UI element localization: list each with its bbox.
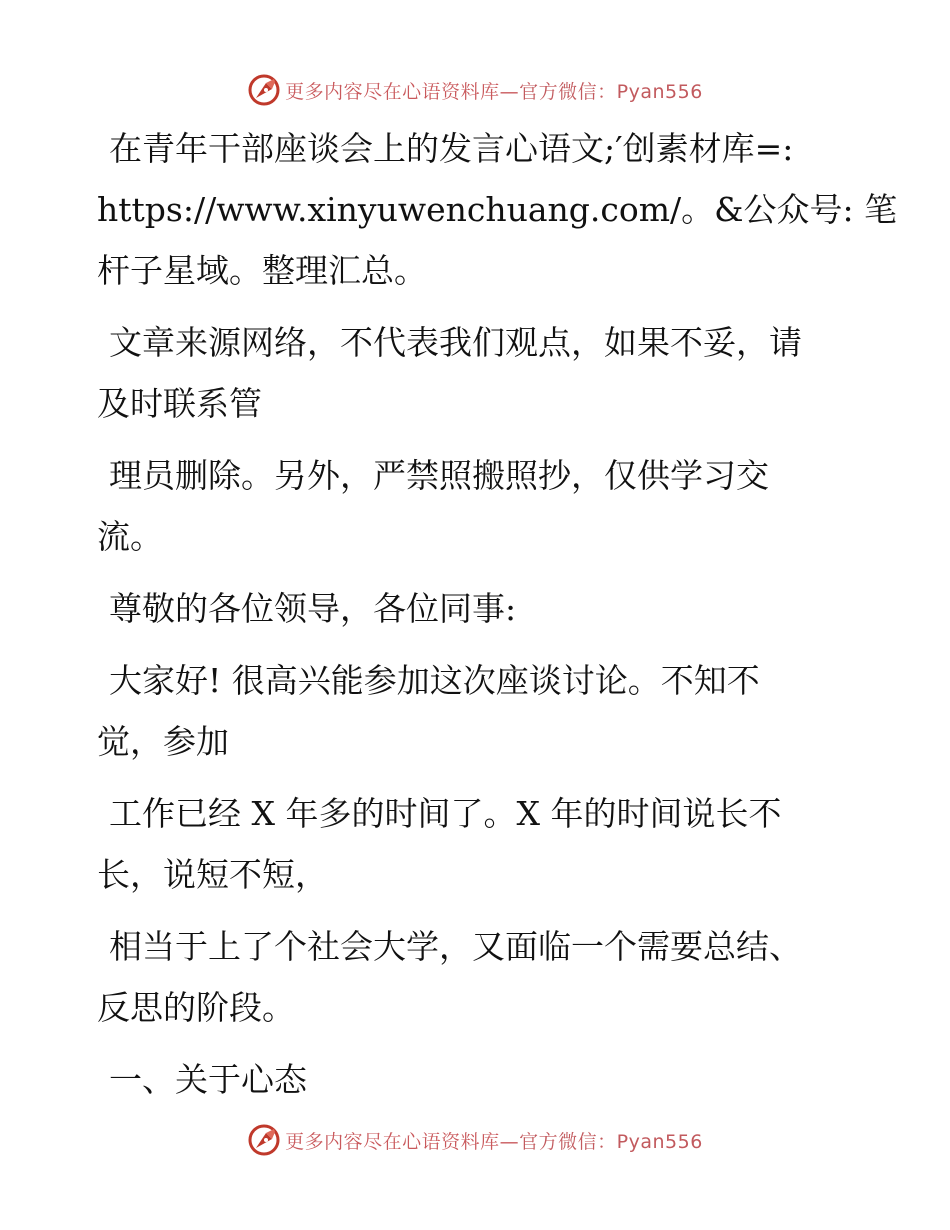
section-heading-text: 一、关于心态 — [109, 1060, 307, 1099]
paragraph-work-years — [97, 783, 857, 905]
paragraph-line: 觉，参加 — [97, 722, 229, 761]
footer-banner — [0, 1120, 950, 1160]
paragraph-line: 流。 — [97, 517, 163, 556]
paragraph-greeting — [97, 578, 857, 639]
header-banner-text — [285, 77, 703, 104]
paragraph-line: 相当于上了个社会大学，又面临一个需要总结、 — [109, 927, 802, 966]
paragraph-line: 理员删除。另外，严禁照搬照抄，仅供学习交 — [109, 456, 769, 495]
paragraph-line: 文章来源网络，不代表我们观点，如果不妥，请 — [109, 323, 802, 362]
header-banner — [0, 70, 950, 110]
paragraph-line: 杆子星域。整理汇总。 — [97, 251, 427, 290]
header-wechat-text: 官方微信：Pyan556 — [519, 80, 703, 103]
paragraph-line: 工作已经 X 年多的时间了。X 年的时间说长不 — [109, 794, 782, 833]
paragraph-line: 及时联系管 — [97, 384, 262, 423]
paragraph-line: 大家好! 很高兴能参加这次座谈讨论。不知不 — [109, 661, 760, 700]
paragraph-line: 长，说短不短， — [97, 855, 328, 894]
pen-nib-logo-icon — [247, 73, 281, 107]
footer-banner-text — [285, 1127, 703, 1154]
paragraph-line: 尊敬的各位领导，各位同事: — [109, 589, 517, 628]
pen-nib-logo-icon — [247, 1123, 281, 1157]
paragraph-reflection — [97, 916, 857, 1038]
paragraph-opening — [97, 650, 857, 772]
footer-brand-text: 更多内容尽在心语资料库 — [285, 1130, 500, 1153]
section-heading-mindset — [97, 1049, 857, 1110]
footer-wechat-text: 官方微信：Pyan556 — [519, 1130, 703, 1153]
header-brand-text: 更多内容尽在心语资料库 — [285, 80, 500, 103]
paragraph-disclaimer-cont — [97, 445, 857, 567]
header-dash: — — [499, 80, 520, 103]
paragraph-source-info — [97, 118, 898, 301]
paragraph-disclaimer — [97, 312, 857, 434]
paragraph-line: 反思的阶段。 — [97, 988, 295, 1027]
footer-dash: — — [499, 1130, 520, 1153]
document-body — [97, 118, 898, 1121]
paragraph-line: https://www.xinyuwenchuang.com/。&公众号: 笔 — [97, 190, 898, 229]
paragraph-line: 在青年干部座谈会上的发言心语文;′创素材库=: — [109, 129, 794, 168]
